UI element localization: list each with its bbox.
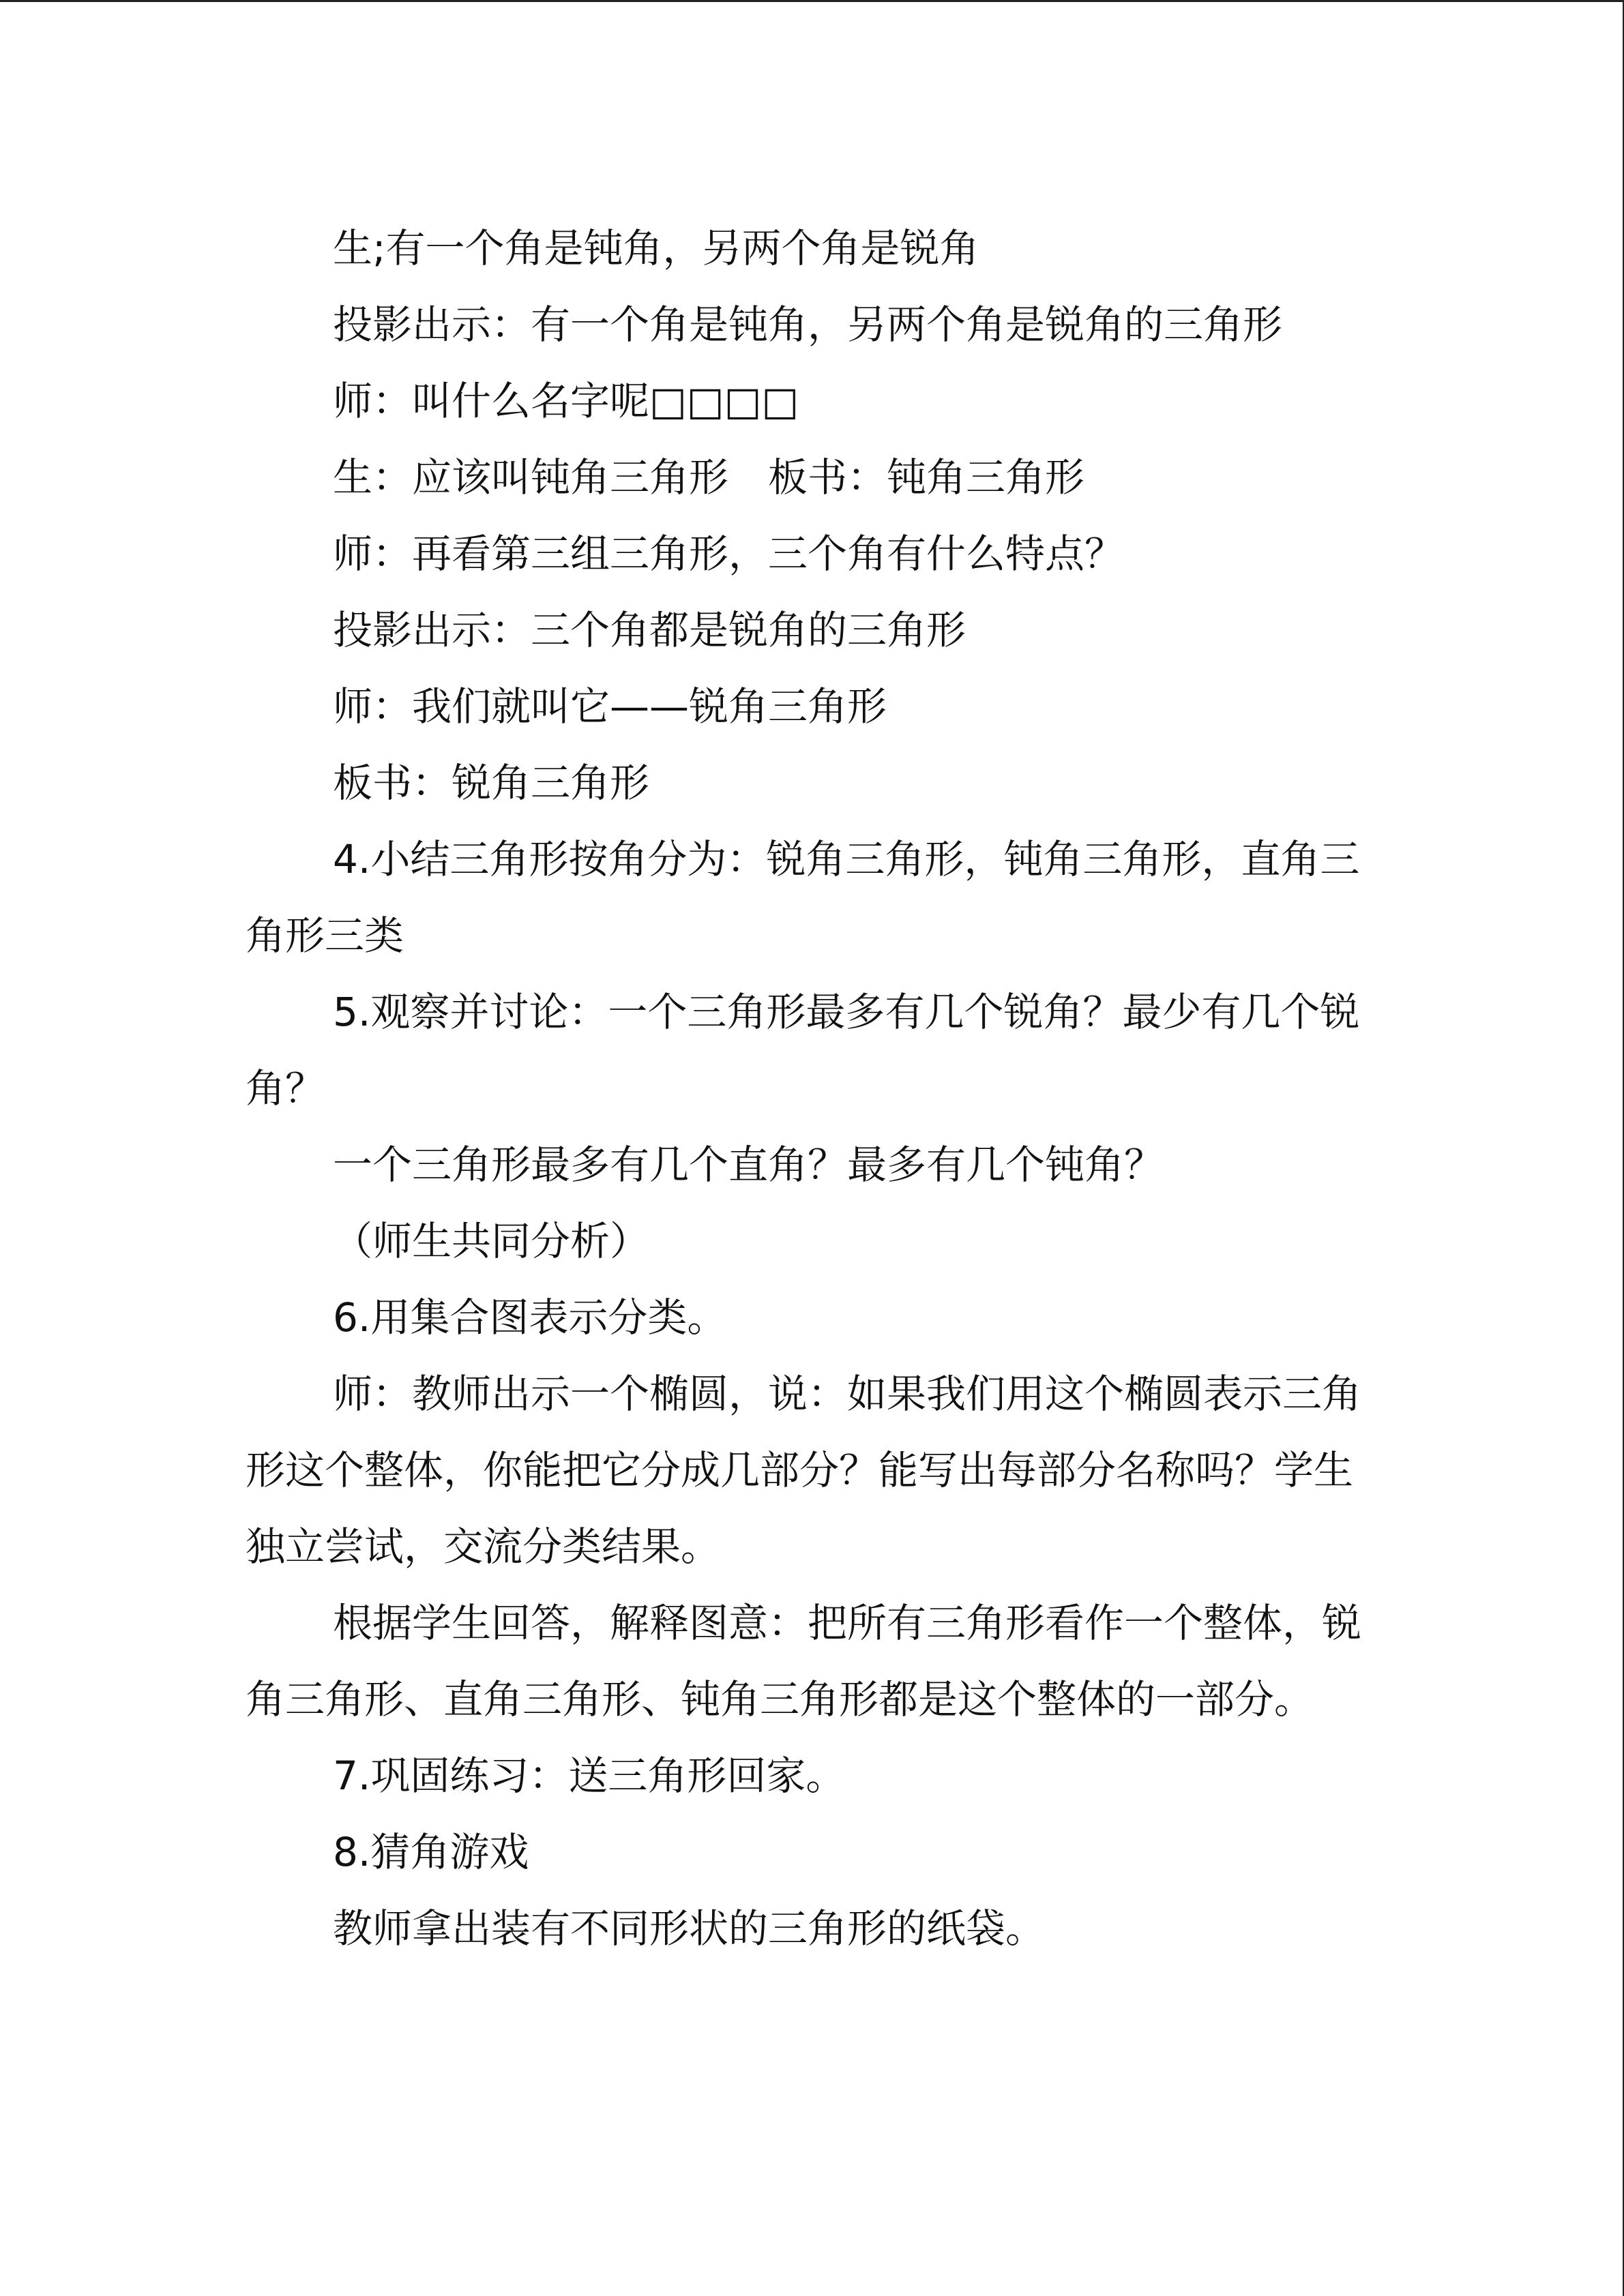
paragraph: 4.小结三角形按角分为：锐角三角形，钝角三角形，直角三角形三类	[246, 836, 1360, 959]
paragraph: 6.用集合图表示分类。	[333, 1294, 727, 1341]
paragraph: 板书：锐角三角形	[333, 760, 650, 806]
paragraph: 投影出示：三个角都是锐角的三角形	[333, 607, 966, 653]
document-body	[246, 210, 1374, 1967]
paragraph: 教师拿出装有不同形状的三角形的纸袋。	[333, 1905, 1046, 1952]
paragraph: 生：应该叫钝角三角形 板书：钝角三角形	[333, 454, 1085, 501]
paragraph: （师生共同分析）	[333, 1218, 650, 1264]
paragraph: 根据学生回答，解释图意：把所有三角形看作一个整体，锐角三角形、直角三角形、钝角三角形都是这个整体的一部分。	[246, 1600, 1362, 1723]
paragraph: 师：叫什么名字呢□□□□	[333, 378, 799, 424]
paragraph: 生;有一个角是钝角，另两个角是锐角	[333, 225, 979, 271]
paragraph: 7.巩固练习：送三角形回家。	[333, 1753, 846, 1799]
paragraph: 8.猜角游戏	[333, 1829, 529, 1875]
paragraph: 师：教师出示一个椭圆，说：如果我们用这个椭圆表示三角形这个整体，你能把它分成几部分？能写出每部分名称吗？学生独立尝试，交流分类结果。	[246, 1371, 1362, 1570]
paragraph: 师：再看第三组三角形，三个角有什么特点？	[333, 531, 1125, 577]
paragraph: 投影出示：有一个角是钝角，另两个角是锐角的三角形	[333, 301, 1283, 348]
paragraph: 5.观察并讨论：一个三角形最多有几个锐角？最少有几个锐角？	[246, 989, 1360, 1112]
paragraph: 师：我们就叫它——锐角三角形	[333, 683, 887, 730]
paragraph: 一个三角形最多有几个直角？最多有几个钝角？	[333, 1142, 1164, 1188]
